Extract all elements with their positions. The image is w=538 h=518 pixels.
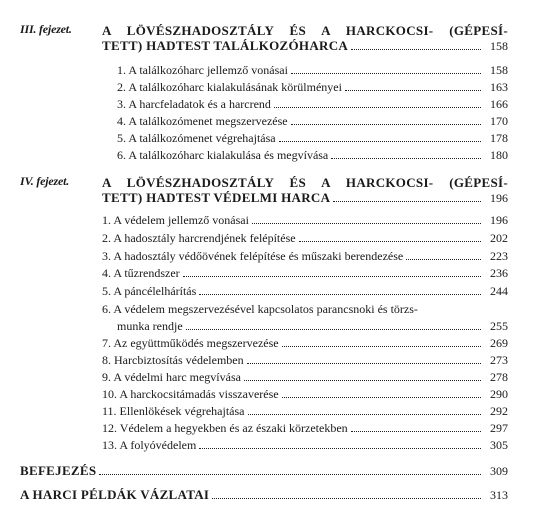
toc-entry[interactable] [102, 421, 508, 435]
leader-dots [291, 124, 481, 125]
toc-entry[interactable] [117, 80, 508, 94]
toc-entry[interactable] [102, 438, 508, 452]
entry-page: 273 [490, 353, 508, 367]
entry-page: 305 [490, 438, 508, 452]
entry-text: 7. Az együttműködés megszervezése [102, 336, 279, 350]
toc-entry[interactable] [117, 97, 508, 111]
entry-text: 13. A folyóvédelem [102, 438, 197, 452]
conclusion-entry[interactable] [20, 464, 508, 478]
entry-page: 180 [490, 148, 508, 162]
chapter-3-page: 158 [490, 39, 508, 53]
entry-page: 290 [490, 387, 508, 401]
entry-text: 12. Védelem a hegyekben és az északi körzetekben [102, 421, 348, 435]
toc-entry[interactable] [117, 319, 508, 333]
entry-text: 11. Ellenlökések végrehajtása [102, 404, 245, 418]
entry-text: 6. A találkozóharc kialakulása és megvívása [117, 148, 329, 162]
entry-text: 4. A tűzrendszer [102, 266, 180, 280]
leader-dots [248, 414, 482, 415]
leader-dots [183, 276, 481, 277]
leader-dots [406, 259, 481, 260]
chapter-4-title-line2[interactable] [102, 191, 508, 205]
leader-dots [252, 223, 481, 224]
chapter-4-title-text: TETT) HADTEST VÉDELMI HARCA [102, 190, 331, 205]
entry-text: 3. A hadosztály védőövének felépítése és műszaki berendezése [102, 249, 404, 263]
leader-dots [282, 397, 481, 398]
toc-entry[interactable] [102, 213, 508, 227]
toc-entry[interactable] [117, 131, 508, 145]
entry-page: 269 [490, 336, 508, 350]
chapter-3-label: III. fejezet. [20, 22, 72, 36]
toc-entry[interactable] [102, 231, 508, 245]
chapter-3-title-text: TETT) HADTEST TALÁLKOZÓHARCA [102, 38, 349, 53]
entry-text: 2. A találkozóharc kialakulásának körülményei [117, 80, 342, 94]
toc-entry[interactable] [102, 387, 508, 401]
entry-page: 163 [490, 80, 508, 94]
leader-dots [299, 241, 481, 242]
chapter-4-title-line1: A LÖVÉSZHADOSZTÁLY ÉS A HARCKOCSI- (GÉPESÍ- [102, 175, 508, 190]
leader-dots [199, 294, 481, 295]
entry-page: 202 [490, 231, 508, 245]
entry-text: 9. A védelmi harc megvívása [102, 370, 241, 384]
entry-text: 1. A védelem jellemző vonásai [102, 213, 249, 227]
entry-page: 297 [490, 421, 508, 435]
toc-entry[interactable] [117, 114, 508, 128]
toc-entry[interactable] [102, 370, 508, 384]
sketches-text: A HARCI PÉLDÁK VÁZLATAI [20, 487, 210, 502]
entry-text: 8. Harcbiztosítás védelemben [102, 353, 244, 367]
sketches-entry[interactable] [20, 488, 508, 502]
entry-page: 278 [490, 370, 508, 384]
entry-page: 255 [490, 319, 508, 333]
entry-page: 236 [490, 266, 508, 280]
chapter-4-page: 196 [490, 191, 508, 205]
toc-entry[interactable] [102, 284, 508, 298]
chapter-4-label: IV. fejezet. [20, 174, 70, 188]
entry-page: 292 [490, 404, 508, 418]
toc-entry[interactable] [102, 336, 508, 350]
leader-dots [333, 201, 481, 202]
entry-text: 4. A találkozómenet megszervezése [117, 114, 288, 128]
toc-entry[interactable] [117, 63, 508, 77]
leader-dots [282, 346, 481, 347]
leader-dots [99, 474, 481, 475]
entry-page: 178 [490, 131, 508, 145]
entry-page: 223 [490, 249, 508, 263]
leader-dots [291, 73, 481, 74]
entry-page: 196 [490, 213, 508, 227]
entry-page: 244 [490, 284, 508, 298]
leader-dots [345, 90, 481, 91]
chapter-3-title-line1: A LÖVÉSZHADOSZTÁLY ÉS A HARCKOCSI- (GÉPESÍ- [102, 23, 508, 38]
leader-dots [244, 380, 481, 381]
leader-dots [247, 363, 481, 364]
entry-text: 2. A hadosztály harcrendjének felépítése [102, 231, 296, 245]
conclusion-page: 309 [490, 464, 508, 478]
chapter-3-title-line2[interactable] [102, 39, 508, 53]
leader-dots [274, 107, 481, 108]
leader-dots [279, 141, 481, 142]
sketches-page: 313 [490, 488, 508, 502]
leader-dots [186, 329, 481, 330]
entry-text: 5. A páncélelhárítás [102, 284, 197, 298]
leader-dots [331, 158, 481, 159]
entry-page: 166 [490, 97, 508, 111]
entry-text: 10. A harckocsitámadás visszaverése [102, 387, 279, 401]
toc-entry[interactable] [102, 249, 508, 263]
leader-dots [199, 448, 481, 449]
conclusion-text: BEFEJEZÉS [20, 463, 97, 478]
leader-dots [351, 431, 481, 432]
toc-entry[interactable] [117, 148, 508, 162]
toc-entry[interactable] [102, 266, 508, 280]
toc-entry-line1[interactable]: 6. A védelem megszervezésével kapcsolatos parancsnoki és törzs- [102, 302, 418, 316]
leader-dots [212, 498, 481, 499]
entry-page: 158 [490, 63, 508, 77]
entry-page: 170 [490, 114, 508, 128]
leader-dots [351, 49, 481, 50]
entry-text: 3. A harcfeladatok és a harcrend [117, 97, 271, 111]
toc-entry[interactable] [102, 404, 508, 418]
entry-text: 1. A találkozóharc jellemző vonásai [117, 63, 288, 77]
entry-text: 5. A találkozómenet végrehajtása [117, 131, 276, 145]
toc-entry[interactable] [102, 353, 508, 367]
entry-text-continued: munka rendje [117, 319, 183, 333]
